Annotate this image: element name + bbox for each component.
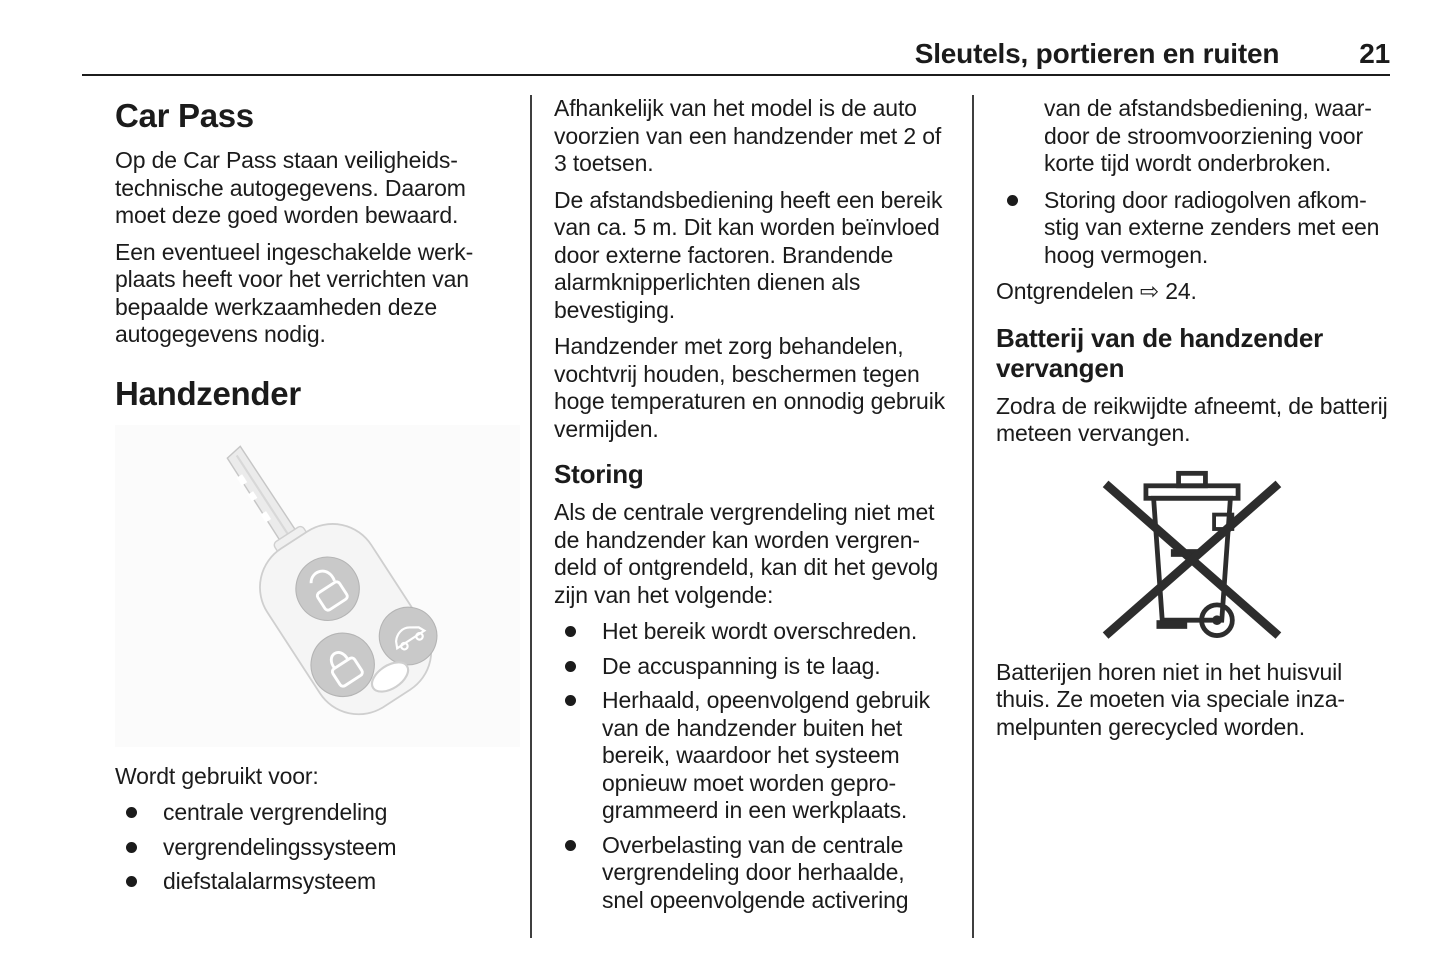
paragraph: Zodra de reikwijdte afneemt, de batterij meteen vervangen. [996, 392, 1388, 446]
bullet-icon [565, 840, 576, 851]
crossref-page: 24. [1165, 278, 1197, 304]
header-title: Sleutels, portieren en ruiten [914, 38, 1280, 69]
heading-storing: Storing [554, 459, 644, 489]
weee-figure [996, 457, 1388, 649]
bullet-continuation: van de afstandsbediening, waar-door de stroomvoorziening voor korte tijd wordt onderbroken. [1044, 95, 1372, 176]
list-item [996, 187, 1388, 270]
list-item-text: Storing door radiogolven afkom-stig van externe zenders met een hoog vermogen. [1044, 186, 1380, 268]
bullet-icon [565, 695, 576, 706]
paragraph: Op de Car Pass staan veiligheids-technische autogegevens. Daarom moet deze goed worden bewaard. [115, 147, 466, 228]
bullet-icon [126, 842, 137, 853]
bullet-icon [1007, 195, 1018, 206]
paragraph: Als de centrale vergrendeling niet met de handzender kan worden vergren-deld of ontgrendeld, kan dit het gevolg zijn van het volgende: [554, 499, 939, 608]
page-header [85, 38, 1390, 70]
list-item-text: vergrendelingssysteem [163, 833, 397, 860]
list-item-text: Herhaald, opeenvolgend gebruik van de handzender buiten het bereik, waardoor het systeem opnieuw moet worden gepro-grammeerd in een werkplaats. [602, 687, 930, 823]
key-fob-figure [115, 425, 520, 747]
column-1 [115, 95, 530, 938]
crossed-out-wheeled-bin-icon [1086, 457, 1298, 649]
header-page-number: 21 [1359, 38, 1390, 69]
list-item [554, 687, 950, 825]
list-item-text: centrale vergrendeling [163, 799, 388, 825]
crossref-arrow-icon: ⇨ [1139, 279, 1159, 305]
paragraph: Handzender met zorg behandelen, vochtvrij houden, beschermen tegen hoge temperaturen en onnodig gebruik vermijden. [554, 333, 946, 442]
bullet-icon [565, 661, 576, 672]
bullet-icon [565, 626, 576, 637]
list-item-text: Overbelasting van de centrale vergrendeling door herhaalde, snel opeenvolgende activering [602, 831, 909, 913]
heading-handzender: Handzender [115, 374, 301, 412]
paragraph: Batterijen horen niet in het huisvuil thuis. Ze moeten via speciale inza-melpunten gerecycled worden. [996, 658, 1345, 740]
heading-car-pass: Car Pass [115, 97, 254, 134]
list-item [554, 653, 950, 681]
header-rule [82, 74, 1390, 76]
crossref-label: Ontgrendelen [996, 278, 1134, 304]
list-item [554, 832, 950, 915]
column-2 [532, 95, 972, 938]
list-item-text: diefstalalarmsysteem [163, 868, 377, 894]
list-item [115, 868, 505, 896]
storing-list [554, 618, 950, 914]
usage-list [115, 799, 505, 896]
bullet-icon [126, 876, 137, 887]
heading-battery-replace: Batterij van de handzender vervangen [996, 322, 1324, 383]
key-blade-icon [223, 445, 296, 542]
list-item-text: De accuspanning is te laag. [602, 652, 881, 679]
content-columns [115, 95, 1390, 938]
list-item-text: Het bereik wordt overschreden. [602, 618, 918, 644]
list-item [115, 799, 505, 827]
paragraph: Een eventueel ingeschakelde werk-plaats heeft voor het verrichten van bepaalde werkzaamheden deze autogegevens nodig. [115, 238, 474, 347]
list-item [554, 618, 950, 646]
column-3 [974, 95, 1390, 938]
storing-list-continued [996, 187, 1388, 270]
list-item [115, 834, 505, 862]
cross-reference [996, 278, 1388, 307]
usage-intro: Wordt gebruikt voor: [115, 762, 319, 789]
paragraph: Afhankelijk van het model is de auto voorzien van een handzender met 2 of 3 toetsen. [554, 95, 942, 176]
paragraph: De afstandsbediening heeft een bereik van ca. 5 m. Dit kan worden beïnvloed door externe factoren. Brandende alarmknipperlichten dienen als bevestiging. [554, 186, 943, 323]
bullet-icon [126, 807, 137, 818]
key-fob-illustration [115, 425, 520, 747]
